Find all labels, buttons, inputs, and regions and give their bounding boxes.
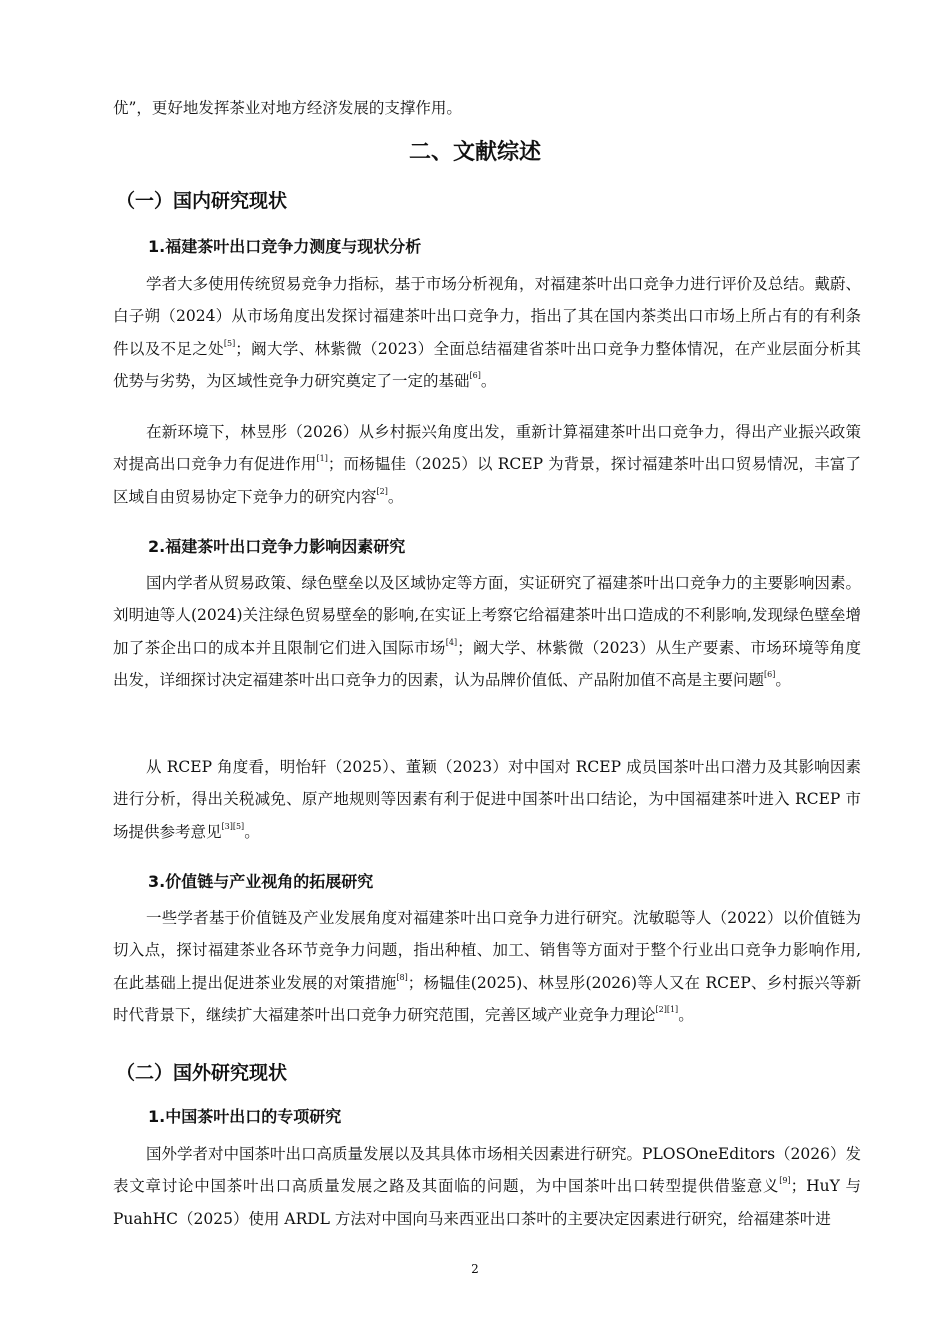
foreign-s1-paragraph-1	[113, 1138, 861, 1235]
domestic-s1-heading: 1.福建茶叶出口竞争力测度与现状分析	[148, 237, 422, 256]
paragraph-text: 。	[480, 372, 497, 391]
paragraph-text: 一些学者基于价值链及产业发展角度对福建茶叶出口竞争力进行研究。沈敏聪等人（2022）以价值链为切入点，探讨福建茶业各环节竞争力问题，指出种植、加工、销售等方面对于整个行业出口竞争力影响作用,在此基础上提出促进茶业发展的对策措施	[113, 909, 861, 992]
domestic-s2-paragraph-1	[113, 567, 861, 697]
foreign-heading: （二）国外研究现状	[116, 1062, 288, 1084]
domestic-s2-heading: 2.福建茶叶出口竞争力影响因素研究	[148, 537, 406, 556]
lead-paragraph	[113, 92, 861, 124]
citation: [5]	[223, 338, 236, 348]
section-title: 二、文献综述	[408, 140, 541, 165]
domestic-heading: （一）国内研究现状	[116, 190, 288, 212]
citation: [3][5]	[221, 821, 245, 831]
paragraph-text: 学者大多使用传统贸易竞争力指标，基于市场分析视角，对福建茶叶出口竞争力进行评价及总结。戴蔚、白子朔（2024）从市场角度出发探讨福建茶叶出口竞争力，指出了其在国内茶类出口市场上所占有的有利条件以及不足之处	[113, 275, 861, 358]
paragraph-text: 在新环境下，林昱彤（2026）从乡村振兴角度出发，重新计算福建茶叶出口竞争力，得出产业振兴政策对提高出口竞争力有促进作用	[113, 423, 861, 474]
paragraph-text: ；阚大学、林紫微（2023）从生产要素、市场环境等角度出发，详细探讨决定福建茶叶出口竞争力的因素，认为品牌价值低、产品附加值不高是主要问题	[113, 638, 861, 690]
citation: [2]	[376, 486, 388, 496]
foreign-s1-heading: 1.中国茶叶出口的专项研究	[148, 1107, 342, 1126]
domestic-s2-paragraph-2	[113, 751, 861, 848]
paragraph-text: 国外学者对中国茶叶出口高质量发展以及其具体市场相关因素进行研究。PLOSOneEditors（2026）发表文章讨论中国茶叶出口高质量发展之路及其面临的问题，为中国茶叶出口转型提供借鉴意义	[113, 1145, 861, 1196]
domestic-s1-paragraph-1	[113, 268, 861, 398]
domestic-s3-heading: 3.价值链与产业视角的拓展研究	[148, 872, 374, 891]
paragraph-text: 。	[387, 487, 404, 506]
citation: [4]	[445, 637, 458, 647]
paragraph-text: 。	[775, 671, 791, 690]
citation: [1]	[316, 454, 328, 464]
paragraph-text: 。	[244, 822, 260, 841]
paragraph-text: 国内学者从贸易政策、绿色壁垒以及区域协定等方面，实证研究了福建茶叶出口竞争力的主要影响因素。刘明迪等人(2024)关注绿色贸易壁垒的影响,在实证上考察它给福建茶叶出口造成的不利影响,发现绿色壁垒增加了茶企出口的成本并且限制它们进入国际市场	[113, 574, 861, 657]
paragraph-text: ；HuY 与 PuahHC（2025）使用 ARDL 方法对中国向马来西亚出口茶叶的主要决定因素进行研究，给福建茶叶进	[113, 1177, 861, 1228]
citation: [6]	[469, 371, 481, 381]
citation: [8]	[396, 972, 408, 982]
paragraph-text: ；而杨韫佳（2025）以 RCEP 为背景，探讨福建茶叶出口贸易情况，丰富了区域自由贸易协定下竞争力的研究内容	[113, 455, 861, 506]
citation: [2][1]	[655, 1005, 679, 1015]
paragraph-text: 。	[678, 1006, 694, 1025]
domestic-s1-paragraph-2	[113, 416, 861, 513]
citation: [9]	[779, 1176, 791, 1186]
paragraph-text: ；阚大学、林紫微（2023）全面总结福建省茶叶出口竞争力整体情况，在产业层面分析其优势与劣势，为区域性竞争力研究奠定了一定的基础	[113, 339, 861, 391]
page-number: 2	[471, 1262, 479, 1276]
domestic-s3-paragraph-1	[113, 902, 861, 1032]
lead-text: 优”，更好地发挥茶业对地方经济发展的支撑作用。	[113, 99, 462, 117]
paragraph-text: 从 RCEP 角度看，明怡轩（2025）、董颖（2023）对中国对 RCEP 成员国茶叶出口潜力及其影响因素进行分析，得出关税减免、原产地规则等因素有利于促进中国茶叶出口结论，为中国福建茶叶进入 RCEP 市场提供参考意见	[113, 758, 861, 841]
citation: [6]	[764, 670, 776, 680]
paragraph-text: ；杨韫佳(2025)、林昱彤(2026)等人又在 RCEP、乡村振兴等新时代背景下，继续扩大福建茶叶出口竞争力研究范围，完善区域产业竞争力理论	[113, 973, 861, 1025]
